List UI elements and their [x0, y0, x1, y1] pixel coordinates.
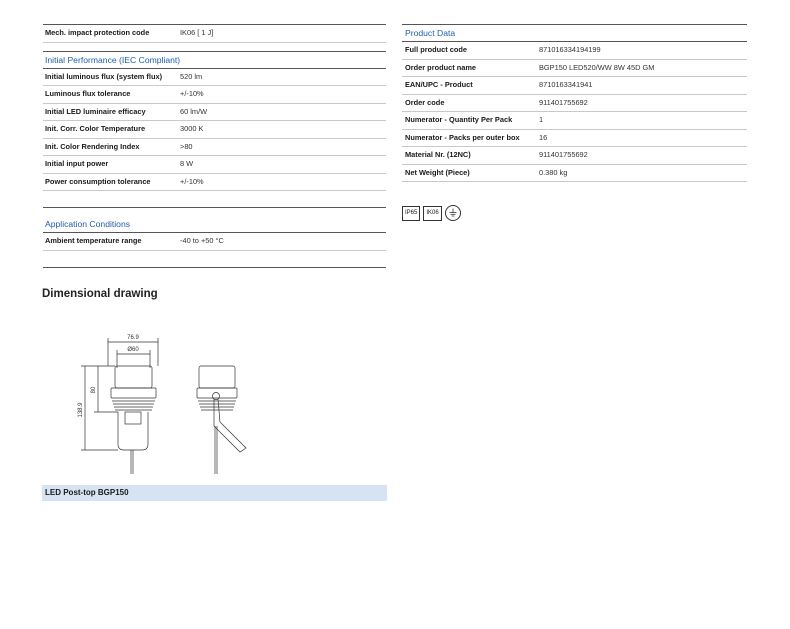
- spec-value: 60 lm/W: [180, 106, 208, 116]
- spec-row: [43, 139, 386, 157]
- spec-label: Numerator - Quantity Per Pack: [405, 115, 513, 124]
- product-data-table: [402, 42, 747, 182]
- dim-height-head: 80: [91, 386, 97, 394]
- spec-value: 911401755692: [539, 150, 588, 159]
- left-spec-column: [43, 24, 386, 268]
- spec-value: +/-10%: [180, 89, 204, 98]
- spec-value: IK06 [ 1 J]: [180, 28, 214, 37]
- spec-row: [402, 130, 747, 148]
- dimensional-drawing: [70, 326, 260, 478]
- spec-label: EAN/UPC - Product: [405, 80, 473, 89]
- ik06-icon: IK06: [423, 206, 441, 221]
- dim-diameter: Ø60: [127, 347, 139, 353]
- spec-row: [43, 104, 386, 122]
- application-conditions-table: [43, 233, 386, 251]
- spec-label: Net Weight (Piece): [405, 167, 470, 177]
- spec-row: [43, 233, 386, 251]
- spec-row: [43, 174, 386, 192]
- spec-row-impact-protection: [43, 25, 386, 43]
- spec-row: [402, 147, 747, 165]
- spec-label: Order code: [405, 97, 445, 107]
- spec-value: 8 W: [180, 159, 194, 168]
- dimensional-drawing-title: Dimensional drawing: [42, 288, 158, 300]
- spec-label: Order product name: [405, 62, 477, 72]
- spec-row: [402, 42, 747, 60]
- spec-value: BGP150 LED520/WW 8W 45D GM: [539, 62, 655, 72]
- spec-label: Full product code: [405, 45, 467, 54]
- section-title-product-data: Product Data: [402, 25, 747, 42]
- spec-value: 520 lm: [180, 71, 203, 81]
- product-data-column: [402, 24, 747, 182]
- spec-row: [43, 69, 386, 87]
- spec-value: -40 to +50 °C: [180, 236, 224, 245]
- spec-value: 871016334194199: [539, 45, 601, 54]
- spec-row: [402, 95, 747, 113]
- spec-label: Init. Corr. Color Temperature: [45, 124, 146, 133]
- dim-height-total: 138.9: [78, 402, 84, 418]
- spec-label: Power consumption tolerance: [45, 176, 151, 186]
- spec-label: Initial input power: [45, 159, 109, 168]
- spec-value: 0.380 kg: [539, 167, 568, 177]
- earth-ground-icon: [445, 205, 461, 221]
- spec-row: [402, 60, 747, 78]
- spec-value: +/-10%: [180, 176, 204, 186]
- spec-row: [43, 156, 386, 174]
- spec-label: Luminous flux tolerance: [45, 89, 131, 98]
- spec-value: 911401755692: [539, 97, 588, 107]
- spec-value: 16: [539, 132, 548, 142]
- spec-value: >80: [180, 141, 193, 151]
- initial-performance-table: [43, 69, 386, 192]
- ip65-icon: IP65: [402, 206, 420, 221]
- spec-row: [402, 165, 747, 183]
- spec-value: 8710163341941: [539, 80, 593, 89]
- spec-row: [43, 121, 386, 139]
- spec-label: Mech. impact protection code: [45, 28, 150, 37]
- spec-label: Initial luminous flux (system flux): [45, 71, 163, 81]
- drawing-caption: LED Post-top BGP150: [42, 485, 387, 501]
- spec-value: 1: [539, 115, 544, 124]
- spec-label: Ambient temperature range: [45, 236, 142, 245]
- spec-label: Init. Color Rendering Index: [45, 141, 140, 151]
- section-title-application-conditions: Application Conditions: [43, 216, 386, 233]
- section-title-initial-performance: Initial Performance (IEC Compliant): [43, 52, 386, 69]
- spec-row: [43, 86, 386, 104]
- spec-value: 3000 K: [180, 124, 204, 133]
- spec-label: Numerator - Packs per outer box: [405, 132, 520, 142]
- spec-label: Initial LED luminaire efficacy: [45, 106, 146, 116]
- spec-label: Material Nr. (12NC): [405, 150, 471, 159]
- dim-width-outer: 76.9: [127, 335, 139, 341]
- certification-icons: [402, 205, 461, 221]
- spec-row: [402, 77, 747, 95]
- spec-row: [402, 112, 747, 130]
